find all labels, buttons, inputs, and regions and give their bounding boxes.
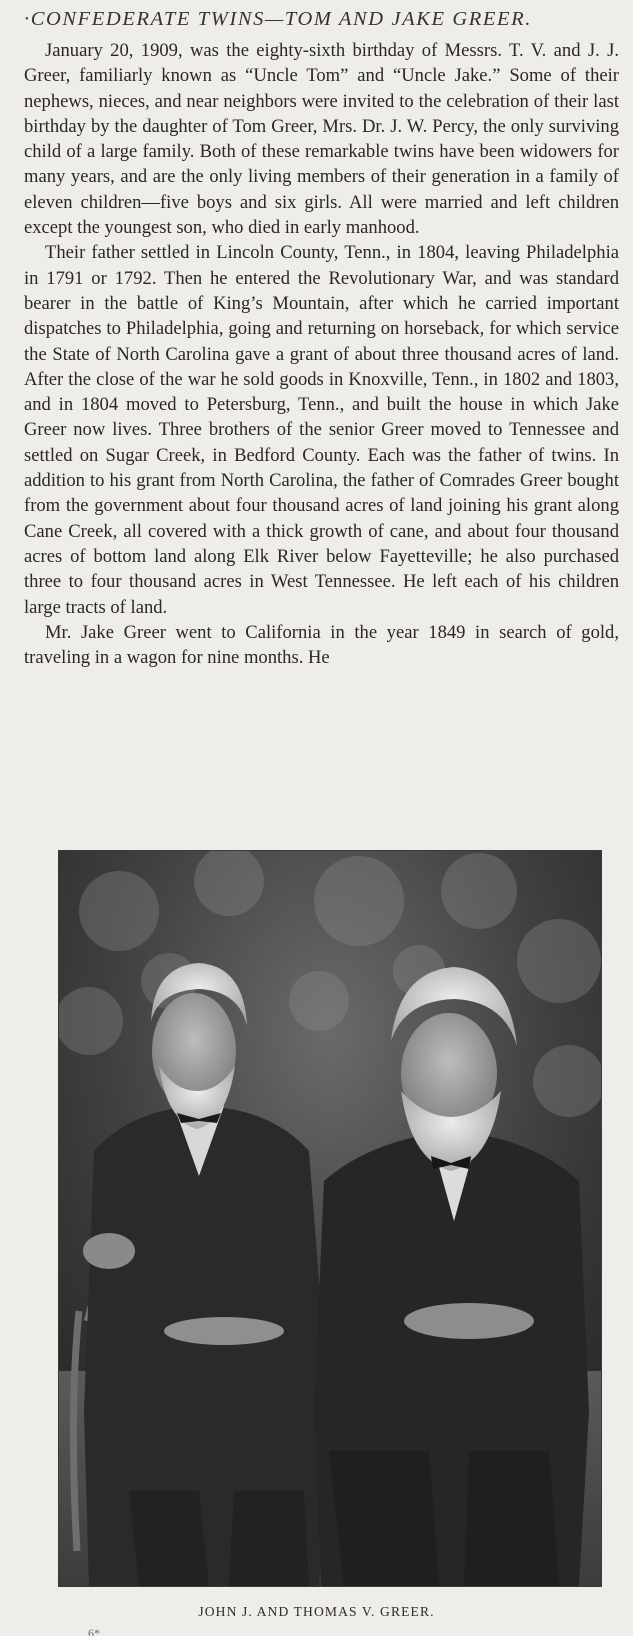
- article-title: ·CONFEDERATE TWINS—TOM AND JAKE GREER.: [24, 8, 532, 30]
- paragraph-1: January 20, 1909, was the eighty-sixth birthday of Messrs. T. V. and J. J. Greer, familiarly known as “Uncle Tom” and “Uncle Jake.” Some of their nephews, nieces, and near neighbors were invited to the celebration of their last birthday by the daughter of Tom Greer, Mrs. Dr. J. W. Percy, the only surviving child of a large family. Both of these remarkable twins have been widowers for many years, and are the only living members of their generation in a family of eleven children—five boys and six girls. All were married and left children except the youngest son, who died in early manhood.: [24, 40, 619, 239]
- page-signature-mark: 6*: [88, 1626, 100, 1636]
- photograph-illustration: [59, 851, 601, 1586]
- twins-photograph: [58, 850, 602, 1587]
- article-body: [24, 38, 619, 670]
- photo-caption: JOHN J. AND THOMAS V. GREER.: [198, 1604, 435, 1619]
- paragraph-3: Mr. Jake Greer went to California in the year 1849 in search of gold, traveling in a wagon for nine months. He: [24, 621, 619, 669]
- paragraph-2: Their father settled in Lincoln County, Tenn., in 1804, leaving Philadelphia in 1791 or 1792. Then he entered the Revolutionary War, and was standard bearer in the battle of King’s Mountain, after which he carried important dispatches to Philadelphia, going and returning on horseback, for which service the State of North Carolina gave a grant of about three thousand acres of land. After the close of the war he sold goods in Knoxville, Tenn., in 1802 and 1803, and in 1804 moved to Petersburg, Tenn., and built the house in which Jake Greer now lives. Three brothers of the senior Greer moved to Tennessee and settled on Sugar Creek, in Bedford County. Each was the father of twins. In addition to his grant from North Carolina, the father of Comrades Greer bought from the government about four thousand acres of land joining his grant along Cane Creek, all covered with a thick growth of cane, and about four thousand acres of bottom land along Elk River below Fayetteville; he also purchased three to four thousand acres in West Tennessee. He left each of his children large tracts of land.: [24, 242, 619, 618]
